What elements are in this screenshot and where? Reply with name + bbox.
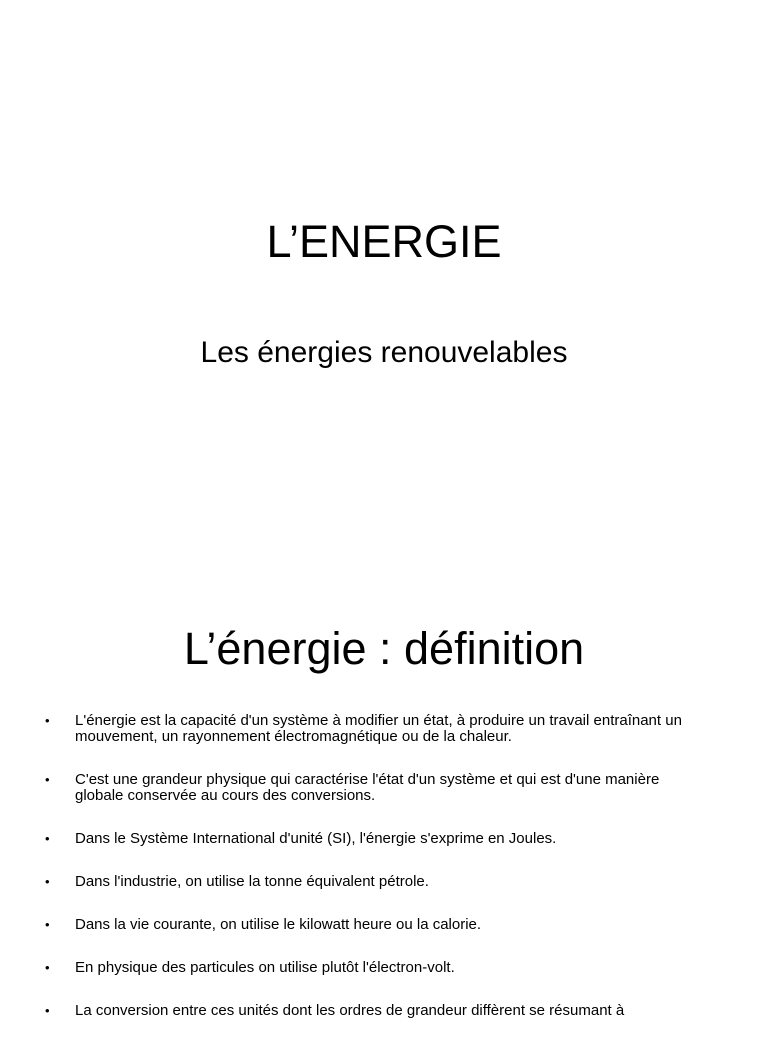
bullet-text: Dans le Système International d'unité (SI), l'énergie s'exprime en Joules. <box>75 830 557 847</box>
bullet-icon: • <box>45 960 50 975</box>
bullet-item <box>0 713 768 745</box>
bullet-icon: • <box>45 1003 50 1018</box>
bullet-list <box>0 713 768 1046</box>
bullet-text: En physique des particules on utilise plutôt l'électron-volt. <box>75 959 455 976</box>
bullet-item <box>0 772 768 804</box>
bullet-text: Dans l'industrie, on utilise la tonne équivalent pétrole. <box>75 873 429 890</box>
bullet-icon: • <box>45 772 50 787</box>
section-title: L’énergie : définition <box>183 623 585 674</box>
bullet-icon: • <box>45 917 50 932</box>
bullet-text: Dans la vie courante, on utilise le kilowatt heure ou la calorie. <box>75 916 482 933</box>
bullet-item <box>0 960 768 976</box>
bullet-icon: • <box>45 831 50 846</box>
bullet-item <box>0 874 768 890</box>
bullet-text: La conversion entre ces unités dont les ordres de grandeur diffèrent se résumant à <box>75 1002 625 1019</box>
slide-subtitle: Les énergies renouvelables <box>200 336 568 369</box>
bullet-item <box>0 1003 768 1019</box>
bullet-item <box>0 917 768 933</box>
bullet-text: C'est une grandeur physique qui caractérise l'état d'un système et qui est d'une manière globale conservée au cours des conversions. <box>75 771 660 804</box>
bullet-text: L'énergie est la capacité d'un système à modifier un état, à produire un travail entraînant un mouvement, un rayonnement électromagnétique ou de la chaleur. <box>75 712 682 745</box>
slide-title: L’ENERGIE <box>266 216 502 267</box>
bullet-icon: • <box>45 874 50 889</box>
bullet-icon: • <box>45 713 50 728</box>
bullet-item <box>0 831 768 847</box>
